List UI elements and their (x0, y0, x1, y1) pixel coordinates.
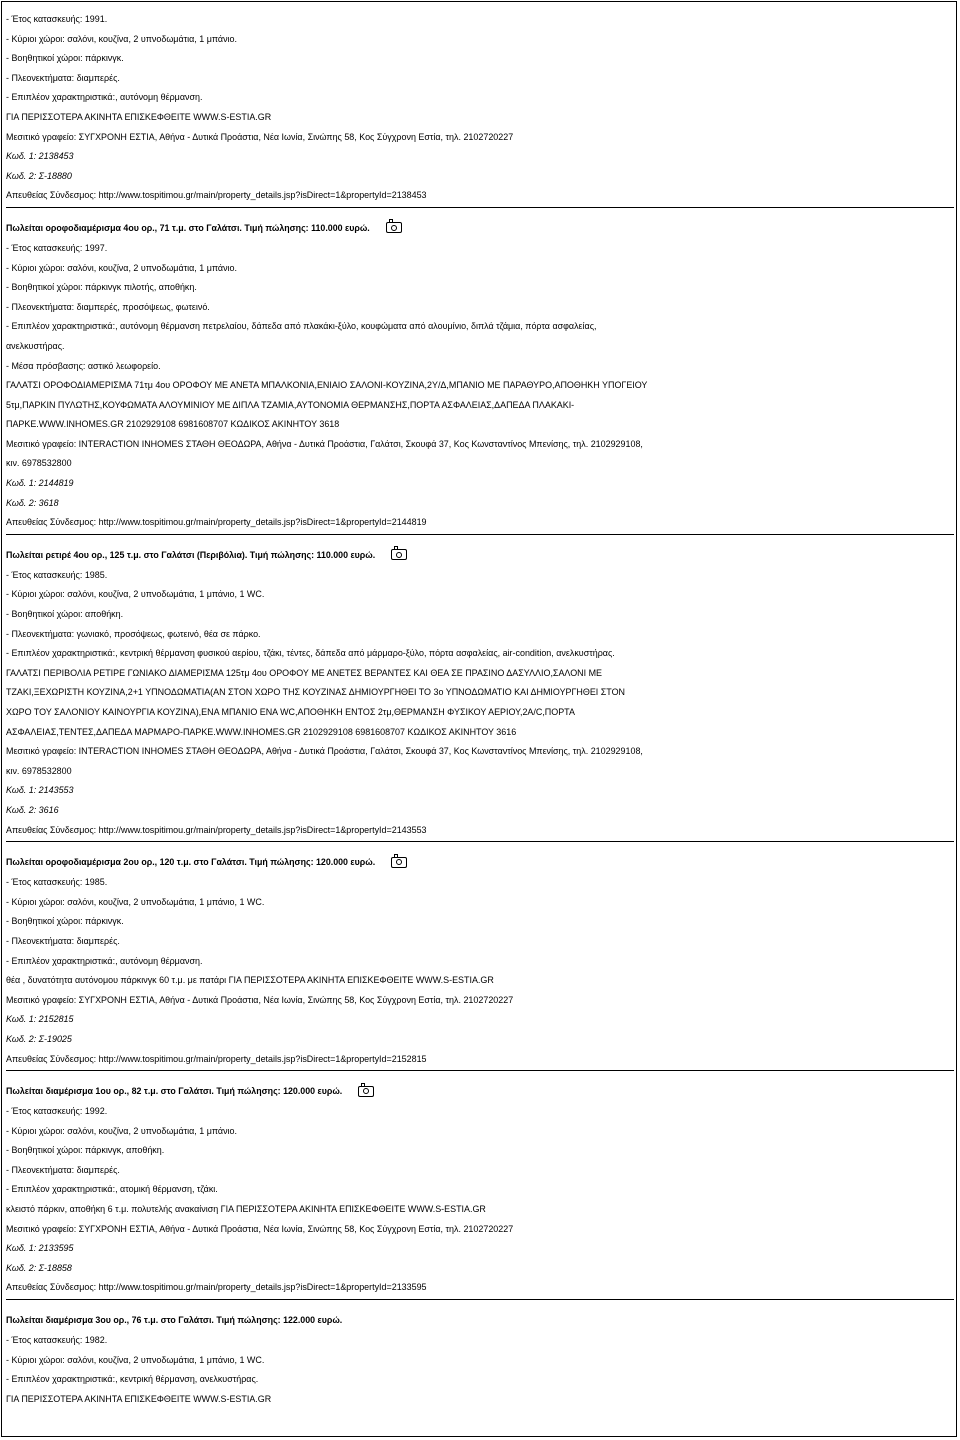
listing-header (6, 851, 954, 873)
camera-icon[interactable] (386, 222, 402, 233)
detail-line: - Πλεονεκτήματα: διαμπερές. (6, 72, 120, 83)
detail-line: - Επιπλέον χαρακτηριστικά:, ατομική θέρμανση, τζάκι. (6, 1184, 218, 1195)
detail-line: - Κύριοι χώροι: σαλόνι, κουζίνα, 2 υπνοδωμάτια, 1 μπάνιο, 1 WC. (6, 1354, 265, 1365)
detail-line: - Πλεονεκτήματα: διαμπερές. (6, 1164, 120, 1175)
detail-line: - Πλεονεκτήματα: διαμπερές, προσόψεως, φωτεινό. (6, 301, 210, 312)
detail-line: - Πλεονεκτήματα: διαμπερές. (6, 935, 120, 946)
listing-title: Πωλείται ρετιρέ 4ου ορ., 125 τ.μ. στο Γαλάτσι (Περιβόλια). Τιμή πώλησης: 110.000 ευρώ. (6, 549, 376, 560)
property-code-1: Κωδ. 1: 2138453 (6, 151, 74, 162)
divider (6, 841, 954, 842)
detail-line: - Επιπλέον χαρακτηριστικά:, κεντρική θέρμανση φυσικού αερίου, τζάκι, τέντες, δάπεδα από μάρμαρο-ξύλο, πόρτα ασφαλείας, air-condition, ανελκυστήρας. (6, 648, 615, 659)
listing (6, 544, 954, 842)
listing-title: Πωλείται διαμέρισμα 3ου ορ., 76 τ.μ. στο Γαλάτσι. Τιμή πώλησης: 122.000 ευρώ. (6, 1315, 343, 1326)
divider (6, 207, 954, 208)
property-code-1: Κωδ. 1: 2143553 (6, 785, 74, 796)
listing (6, 1309, 954, 1409)
detail-line: ΧΩΡΟ ΤΟΥ ΣΑΛΟΝΙΟΥ ΚΑΙΝΟΥΡΓΙΑ ΚΟΥΖΙΝΑ),ΕΝΑ ΜΠΑΝΙΟ ΕΝΑ WC,ΑΠΟΘΗΚΗ ΕΝΤΟΣ 2τμ,ΘΕΡΜΑΝΣΗ ΦΥΣΙΚΟΥ ΑΕΡΙΟΥ,2Α/C,ΠΟΡΤΑ (6, 707, 575, 717)
camera-icon[interactable] (358, 1086, 374, 1097)
property-code-2: Κωδ. 2: Σ-19025 (6, 1033, 72, 1044)
detail-line: - Έτος κατασκευής: 1992. (6, 1106, 108, 1117)
detail-line: - Κύριοι χώροι: σαλόνι, κουζίνα, 2 υπνοδωμάτια, 1 μπάνιο. (6, 33, 237, 44)
detail-line: - Έτος κατασκευής: 1991. (6, 14, 108, 24)
listing-header (6, 1080, 954, 1102)
detail-line: - Βοηθητικοί χώροι: πάρκινγκ πιλοτής, αποθήκη. (6, 282, 197, 293)
listings-container (6, 217, 954, 1409)
listing-header (6, 1309, 954, 1331)
detail-line: ΓΙΑ ΠΕΡΙΣΣΟΤΕΡΑ ΑΚΙΝΗΤΑ ΕΠΙΣΚΕΦΘΕΙΤΕ WWW.S-ESTIA.GR (6, 1393, 272, 1404)
detail-line: - Βοηθητικοί χώροι: πάρκινγκ, αποθήκη. (6, 1145, 165, 1156)
listing-header (6, 217, 954, 239)
camera-icon[interactable] (391, 857, 407, 868)
detail-line: ΓΑΛΑΤΣΙ ΟΡΟΦΟΔΙΑΜΕΡΙΣΜΑ 71τμ 4ου ΟΡΟΦΟΥ ΜΕ ΑΝΕΤΑ ΜΠΑΛΚΟΝΙΑ,ΕΝΙΑΙΟ ΣΑΛΟΝΙ-ΚΟΥΖΙΝΑ,2Υ/Δ,ΜΠΑΝΙΟ ΜΕ ΠΑΡΑΘΥΡΟ,ΑΠΟΘΗΚΗ ΥΠΟΓΕΙΟΥ (6, 380, 648, 391)
property-code-2: Κωδ. 2: 3616 (6, 804, 59, 815)
listing-header (6, 544, 954, 566)
detail-line: 5τμ,ΠΑΡΚΙΝ ΠΥΛΩΤΗΣ,ΚΟΥΦΩΜΑΤΑ ΑΛΟΥΜΙΝΙΟΥ ΜΕ ΔΙΠΛΑ ΤΖΑΜΙΑ,ΑΥΤΟΝΟΜΙΑ ΘΕΡΜΑΝΣΗΣ,ΠΟΡΤΑ ΑΣΦΑΛΕΙΑΣ,ΔΑΠΕΔΑ ΠΛΑΚΑΚΙ- (6, 399, 575, 410)
detail-line: - Κύριοι χώροι: σαλόνι, κουζίνα, 2 υπνοδωμάτια, 1 μπάνιο. (6, 262, 237, 273)
detail-line: - Επιπλέον χαρακτηριστικά:, κεντρική θέρμανση, ανελκυστήρας. (6, 1374, 259, 1385)
divider (6, 534, 954, 535)
detail-line: - Βοηθητικοί χώροι: αποθήκη. (6, 609, 124, 620)
property-code-1: Κωδ. 1: 2152815 (6, 1014, 74, 1025)
listings-document (6, 10, 954, 1409)
direct-link[interactable]: Απευθείας Σύνδεσμος: http://www.tospitimou.gr/main/property_details.jsp?isDirect=1&propertyId=2143553 (6, 824, 427, 835)
detail-line: - Κύριοι χώροι: σαλόνι, κουζίνα, 2 υπνοδωμάτια, 1 μπάνιο. (6, 1125, 237, 1136)
property-code-1: Κωδ. 1: 2133595 (6, 1243, 74, 1254)
detail-line: Μεσιτικό γραφείο: INTERACTION INHOMES ΣΤΑΘΗ ΘΕΟΔΩΡΑ, Αθήνα - Δυτικά Προάστια, Γαλάτσι, Σκουφά 37, Κος Κωνσταντίνος Μπενίσης, τηλ. 2102929108, (6, 746, 643, 757)
detail-line: - Έτος κατασκευής: 1985. (6, 569, 108, 580)
listing-title: Πωλείται διαμέρισμα 1ου ορ., 82 τ.μ. στο Γαλάτσι. Τιμή πώλησης: 120.000 ευρώ. (6, 1086, 343, 1097)
property-code-2: Κωδ. 2: Σ-18880 (6, 170, 72, 181)
detail-line: - Επιπλέον χαρακτηριστικά:, αυτόνομη θέρμανση. (6, 92, 203, 103)
detail-line: ΓΙΑ ΠΕΡΙΣΣΟΤΕΡΑ ΑΚΙΝΗΤΑ ΕΠΙΣΚΕΦΘΕΙΤΕ WWW.S-ESTIA.GR (6, 111, 272, 122)
detail-line: θέα , δυνατότητα αυτόνομου πάρκινγκ 60 τ.μ. με πατάρι ΓΙΑ ΠΕΡΙΣΣΟΤΕΡΑ ΑΚΙΝΗΤΑ ΕΠΙΣΚΕΦΘΕΙΤΕ WWW.S-ESTIA.GR (6, 975, 494, 986)
divider (6, 1299, 954, 1300)
direct-link[interactable]: Απευθείας Σύνδεσμος: http://www.tospitimou.gr/main/property_details.jsp?isDirect=1&propertyId=2152815 (6, 1053, 427, 1064)
detail-line: Μεσιτικό γραφείο: INTERACTION INHOMES ΣΤΑΘΗ ΘΕΟΔΩΡΑ, Αθήνα - Δυτικά Προάστια, Γαλάτσι, Σκουφά 37, Κος Κωνσταντίνος Μπενίσης, τηλ. 2102929108, (6, 438, 643, 449)
intro-listing (6, 10, 954, 208)
detail-line: - Βοηθητικοί χώροι: πάρκινγκ. (6, 916, 124, 927)
detail-line: - Κύριοι χώροι: σαλόνι, κουζίνα, 2 υπνοδωμάτια, 1 μπάνιο, 1 WC. (6, 896, 265, 907)
detail-line: ΑΣΦΑΛΕΙΑΣ,ΤΕΝΤΕΣ,ΔΑΠΕΔΑ ΜΑΡΜΑΡΟ-ΠΑΡΚΕ.WWW.INHOMES.GR 2102929108 6981608707 ΚΩΔΙΚΟΣ ΑΚΙΝΗΤΟΥ 3616 (6, 726, 517, 737)
detail-line: κιν. 6978532800 (6, 765, 72, 776)
detail-line: ΤΖΑΚΙ,ΞΕΧΩΡΙΣΤΗ ΚΟΥΖΙΝΑ,2+1 ΥΠΝΟΔΩΜΑΤΙΑ(ΑΝ ΣΤΟΝ ΧΩΡΟ ΤΗΣ ΚΟΥΖΙΝΑΣ ΔΗΜΙΟΥΡΓΗΘΕΙ ΤΟ 3ο ΥΠΝΟΔΩΜΑΤΙΟ ΚΑΙ ΔΗΜΙΟΥΡΓΗΘΕΙ ΣΤΟΝ (6, 687, 625, 698)
agency-line: Μεσιτικό γραφείο: ΣΥΓΧΡΟΝΗ ΕΣΤΙΑ, Αθήνα - Δυτικά Προάστια, Νέα Ιωνία, Σινώπης 58, Κος Σύγχρονη Εστία, τηλ. 2102720227 (6, 131, 514, 142)
listing-title: Πωλείται οροφοδιαμέρισμα 4ου ορ., 71 τ.μ. στο Γαλάτσι. Τιμή πώλησης: 110.000 ευρώ. (6, 222, 370, 233)
detail-line: - Επιπλέον χαρακτηριστικά:, αυτόνομη θέρμανση. (6, 955, 203, 966)
detail-line: Μεσιτικό γραφείο: ΣΥΓΧΡΟΝΗ ΕΣΤΙΑ, Αθήνα - Δυτικά Προάστια, Νέα Ιωνία, Σινώπης 58, Κος Σύγχρονη Εστία, τηλ. 2102720227 (6, 994, 514, 1005)
direct-link[interactable]: Απευθείας Σύνδεσμος: http://www.tospitimou.gr/main/property_details.jsp?isDirect=1&propertyId=2138453 (6, 190, 427, 201)
detail-line: - Επιπλέον χαρακτηριστικά:, αυτόνομη θέρμανση πετρελαίου, δάπεδα από πλακάκι-ξύλο, κουφώματα από αλουμίνιο, διπλά τζάμια, πόρτα ασφαλείας, (6, 321, 597, 332)
listing-title: Πωλείται οροφοδιαμέρισμα 2ου ορ., 120 τ.μ. στο Γαλάτσι. Τιμή πώλησης: 120.000 ευρώ. (6, 857, 376, 868)
detail-line: ΠΑΡΚΕ.WWW.INHOMES.GR 2102929108 6981608707 ΚΩΔΙΚΟΣ ΑΚΙΝΗΤΟΥ 3618 (6, 419, 340, 430)
detail-line: - Έτος κατασκευής: 1985. (6, 877, 108, 888)
property-code-2: Κωδ. 2: Σ-18858 (6, 1262, 72, 1273)
property-code-1: Κωδ. 1: 2144819 (6, 478, 74, 489)
detail-line: - Έτος κατασκευής: 1982. (6, 1335, 108, 1346)
listing (6, 851, 954, 1071)
detail-line: - Έτος κατασκευής: 1997. (6, 242, 108, 253)
camera-icon[interactable] (391, 549, 407, 560)
detail-line: ΓΑΛΑΤΣΙ ΠΕΡΙΒΟΛΙΑ ΡΕΤΙΡΕ ΓΩΝΙΑΚΟ ΔΙΑΜΕΡΙΣΜΑ 125τμ 4ου ΟΡΟΦΟΥ ΜΕ ΑΝΕΤΕΣ ΒΕΡΑΝΤΕΣ ΚΑΙ ΘΕΑ ΣΕ ΠΡΑΣΙΝΟ ΔΑΣΥΛΛΙΟ,ΣΑΛΟΝΙ ΜΕ (6, 667, 602, 678)
detail-line: κιν. 6978532800 (6, 458, 72, 469)
direct-link[interactable]: Απευθείας Σύνδεσμος: http://www.tospitimou.gr/main/property_details.jsp?isDirect=1&propertyId=2144819 (6, 517, 427, 528)
detail-line: ανελκυστήρας. (6, 340, 65, 351)
detail-line: - Πλεονεκτήματα: γωνιακό, προσόψεως, φωτεινό, θέα σε πάρκο. (6, 628, 261, 639)
detail-line: - Μέσα πρόσβασης: αστικό λεωφορείο. (6, 360, 161, 371)
detail-line: - Κύριοι χώροι: σαλόνι, κουζίνα, 2 υπνοδωμάτια, 1 μπάνιο, 1 WC. (6, 589, 265, 600)
detail-line: Μεσιτικό γραφείο: ΣΥΓΧΡΟΝΗ ΕΣΤΙΑ, Αθήνα - Δυτικά Προάστια, Νέα Ιωνία, Σινώπης 58, Κος Σύγχρονη Εστία, τηλ. 2102720227 (6, 1223, 514, 1234)
detail-line: - Βοηθητικοί χώροι: πάρκινγκ. (6, 53, 124, 64)
property-code-2: Κωδ. 2: 3618 (6, 497, 59, 508)
listing (6, 1080, 954, 1300)
direct-link[interactable]: Απευθείας Σύνδεσμος: http://www.tospitimou.gr/main/property_details.jsp?isDirect=1&propertyId=2133595 (6, 1282, 427, 1293)
detail-line: κλειστό πάρκιν, αποθήκη 6 τ.μ. πολυτελής ανακαίνιση ΓΙΑ ΠΕΡΙΣΣΟΤΕΡΑ ΑΚΙΝΗΤΑ ΕΠΙΣΚΕΦΘΕΙΤΕ WWW.S-ESTIA.GR (6, 1204, 486, 1215)
divider (6, 1070, 954, 1071)
listing (6, 217, 954, 535)
